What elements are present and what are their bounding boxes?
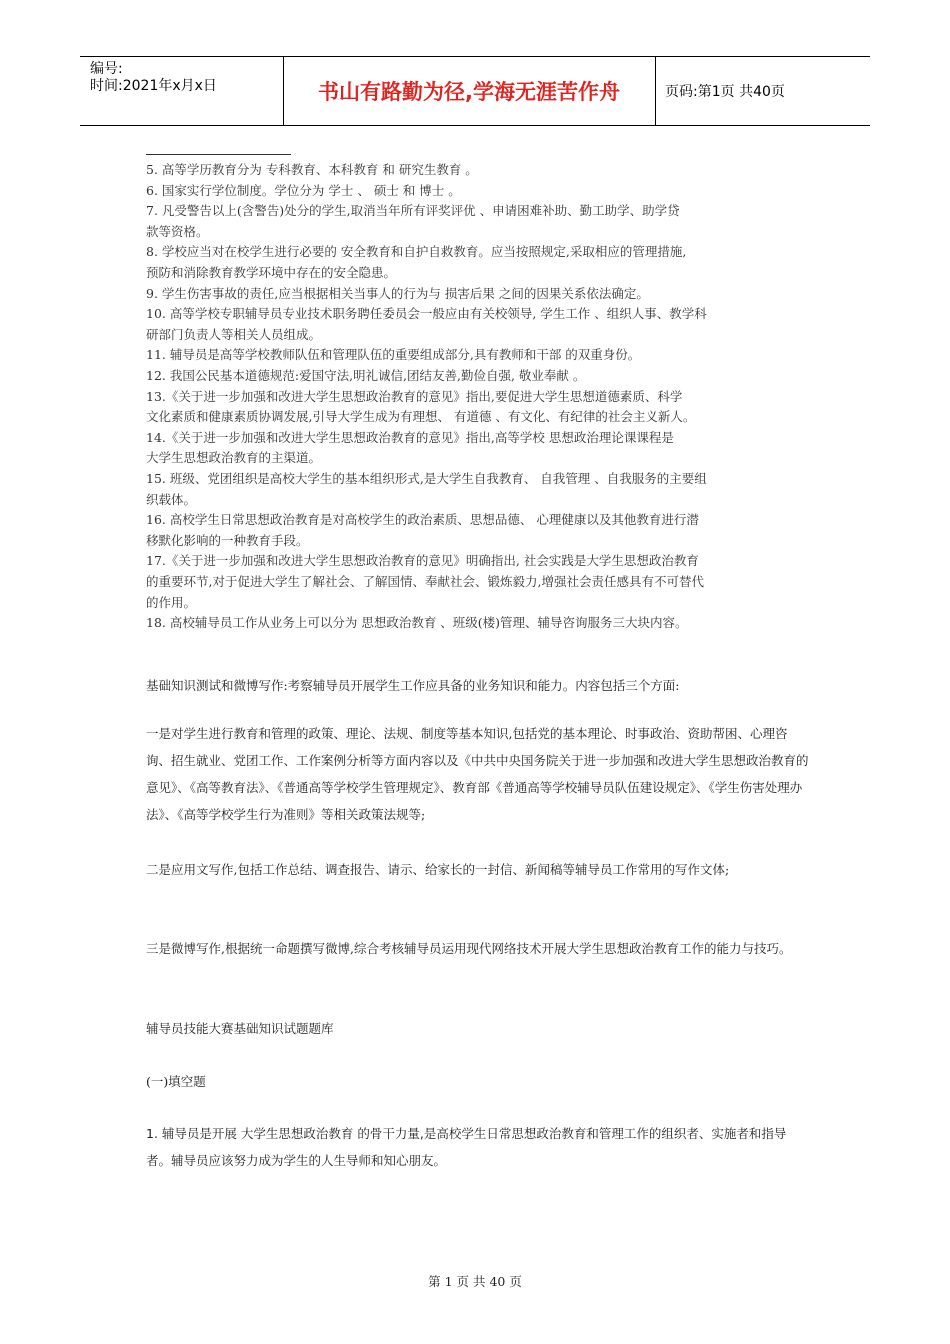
time-label: 时间:2021年x月x日 (90, 78, 217, 94)
question-line-q17a: 17.《关于进一步加强和改进大学生思想政治教育的意见》明确指出, 社会实践是大学生思想政治教育 (146, 553, 699, 569)
header-meta (90, 61, 217, 95)
question-line-q17c: 的作用。 (146, 594, 197, 610)
question-line-q14a: 14.《关于进一步加强和改进大学生思想政治教育的意见》指出,高等学校 思想政治理论课课程是 (146, 429, 674, 445)
question-line-q15b: 织载体。 (146, 491, 197, 507)
point-three-paragraph: 三是微博写作,根据统一命题撰写微博,综合考核辅导员运用现代网络技术开展大学生思想政治教育工作的能力与技巧。 (146, 941, 792, 956)
question-line-q8b: 预防和消除教育教学环境中存在的安全隐患。 (146, 265, 397, 280)
question-line-q6: 6. 国家实行学位制度。学位分为 学士 、 硕士 和 博士 。 (146, 182, 461, 198)
question-line-q10b: 研部门负责人等相关人员组成。 (146, 326, 322, 342)
question-line-q11: 11. 辅导员是高等学校教师队伍和管理队伍的重要组成部分,具有教师和干部 的双重身份。 (146, 347, 641, 363)
question-line-q9: 9. 学生伤害事故的责任,应当根据相关当事人的行为与 损害后果 之间的因果关系依法确定。 (146, 285, 649, 301)
point-two-paragraph: 二是应用文写作,包括工作总结、调查报告、请示、给家长的一封信、新闻稿等辅导员工作常用的写作文体; (146, 862, 730, 877)
question-line-q14b: 大学生思想政治教育的主渠道。 (146, 450, 322, 466)
question-line-q10a: 10. 高等学校专职辅导员专业技术职务聘任委员会一般应由有关校领导, 学生工作 、组织人事、教学科 (146, 306, 707, 322)
question-line-q7a: 7. 凡受警告以上(含警告)处分的学生,取消当年所有评奖评优 、申请困难补助、勤工助学、助学贷 (146, 203, 680, 219)
question-line-q5: 5. 高等学历教育分为 专科教育、本科教育 和 研究生教育 。 (146, 162, 478, 177)
question-line-q7b: 款等资格。 (146, 223, 209, 239)
blank-underline (146, 154, 291, 155)
intro-paragraph: 基础知识测试和微博写作:考察辅导员开展学生工作应具备的业务知识和能力。内容包括三个方面: (146, 678, 680, 693)
question-line-q15a: 15. 班级、党团组织是高校大学生的基本组织形式,是大学生自我教育、 自我管理 、自我服务的主要组 (146, 471, 707, 486)
question-bank-title: 辅导员技能大赛基础知识试题题库 (146, 1021, 334, 1036)
question-line-q16a: 16. 高校学生日常思想政治教育是对高校学生的政治素质、思想品德、 心理健康以及其他教育进行潜 (146, 512, 699, 528)
header-divider (655, 57, 656, 125)
question-line-q13b: 文化素质和健康素质协调发展,引导大学生成为有理想、 有道德 、有文化、有纪律的社会主义新人。 (146, 409, 696, 425)
section-title: (一)填空题 (146, 1074, 206, 1089)
question-line-q18: 18. 高校辅导员工作从业务上可以分为 思想政治教育 、班级(楼)管理、辅导咨询服务三大块内容。 (146, 615, 688, 631)
header-motto: 书山有路勤为径,学海无涯苦作舟 (318, 80, 620, 104)
question-line-q17b: 的重要环节,对于促进大学生了解社会、了解国情、奉献社会、锻炼毅力,增强社会责任感具有不可替代 (146, 574, 704, 589)
document-header (80, 56, 870, 126)
question-line-q16b: 移默化影响的一种教育手段。 (146, 532, 309, 548)
question-line-q8a: 8. 学校应当对在校学生进行必要的 安全教育和自护自救教育。应当按照规定,采取相应的管理措施, (146, 244, 687, 260)
header-page-code: 页码:第1页 共40页 (665, 84, 785, 100)
question-line-q13a: 13.《关于进一步加强和改进大学生思想政治教育的意见》指出,要促进大学生思想道德素质、科学 (146, 388, 683, 404)
page-footer: 第 1 页 共 40 页 (428, 1274, 522, 1289)
number-label: 编号: (90, 61, 123, 77)
point-one-paragraph: 一是对学生进行教育和管理的政策、理论、法规、制度等基本知识,包括党的基本理论、时事政治、资助帮困、心理咨询、招生就业、党团工作、工作案例分析等方面内容以及《中共中央国务院关于进一步加强和改进大学生思想政治教育的意见》、《高等教育法》、《普通高等学校学生管理规定》、教育部《普通高等学校辅导员队伍建设规定》、《学生伤害处理办法》、《高等学校学生行为准则》等相关政策法规等; (146, 726, 809, 822)
question-line-q12: 12. 我国公民基本道德规范:爱国守法,明礼诚信,团结友善,勤俭自强, 敬业奉献 。 (146, 368, 586, 383)
question-item-1: 1. 辅导员是开展 大学生思想政治教育 的骨干力量,是高校学生日常思想政治教育和管理工作的组织者、实施者和指导者。辅导员应该努力成为学生的人生导师和知心朋友。 (146, 1126, 787, 1168)
